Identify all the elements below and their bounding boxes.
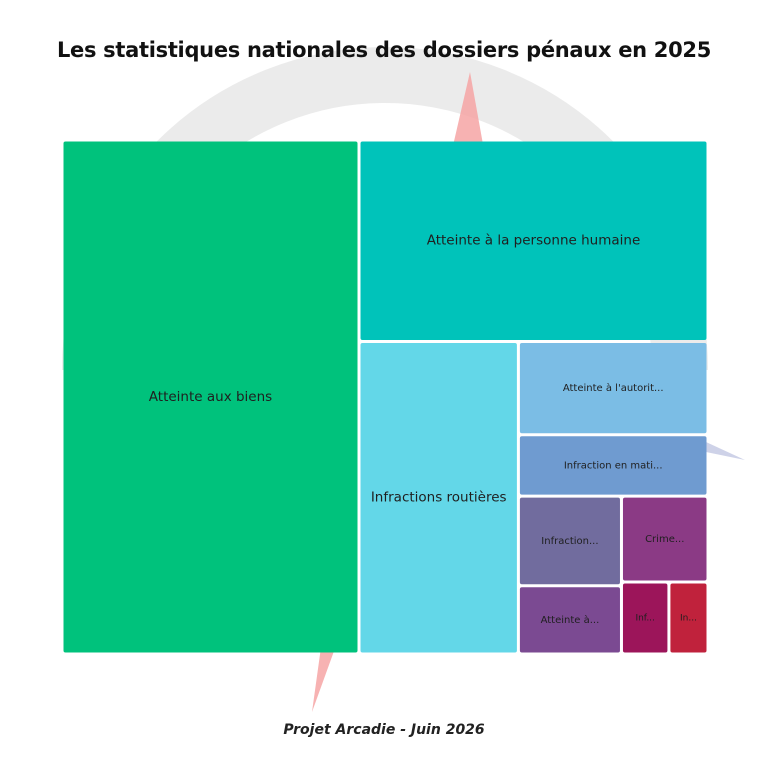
treemap-label-atteinte-a-l-autorit: Atteinte à l'autorit... — [562, 383, 664, 395]
treemap-cell-crime[interactable] — [623, 498, 707, 581]
treemap-cell-atteinte-a-l-autorit[interactable] — [520, 343, 707, 433]
chart-title: Les statistiques nationales des dossiers pénaux en 2025 — [56, 38, 712, 62]
treemap-label-in: In... — [679, 613, 697, 624]
treemap-label-infraction-en-mati: Infraction en mati... — [563, 460, 663, 472]
treemap-cell-infraction-en-mati[interactable] — [520, 436, 707, 494]
treemap-cell-infraction[interactable] — [520, 498, 620, 585]
treemap-label-atteinte-aux-biens: Atteinte aux biens — [148, 389, 273, 405]
treemap-cell-inf[interactable] — [623, 584, 667, 653]
treemap-cell-in[interactable] — [670, 584, 706, 653]
treemap-label-atteinte-a: Atteinte à... — [540, 614, 600, 626]
treemap-cell-infractions-routieres[interactable] — [361, 343, 517, 653]
treemap-cell-atteinte-a[interactable] — [520, 587, 620, 652]
treemap-label-infraction: Infraction... — [541, 535, 599, 547]
treemap-label-inf: Inf... — [635, 613, 655, 624]
treemap-label-atteinte-a-la-personne-humaine: Atteinte à la personne humaine — [426, 232, 641, 249]
treemap-label-crime: Crime... — [645, 534, 685, 546]
treemap-cell-atteinte-a-la-personne-humaine[interactable] — [361, 142, 707, 340]
footer-caption: Projet Arcadie - Juin 2026 — [283, 722, 485, 738]
treemap-label-infractions-routieres: Infractions routières — [370, 489, 507, 506]
treemap-cell-atteinte-aux-biens[interactable] — [64, 142, 358, 653]
